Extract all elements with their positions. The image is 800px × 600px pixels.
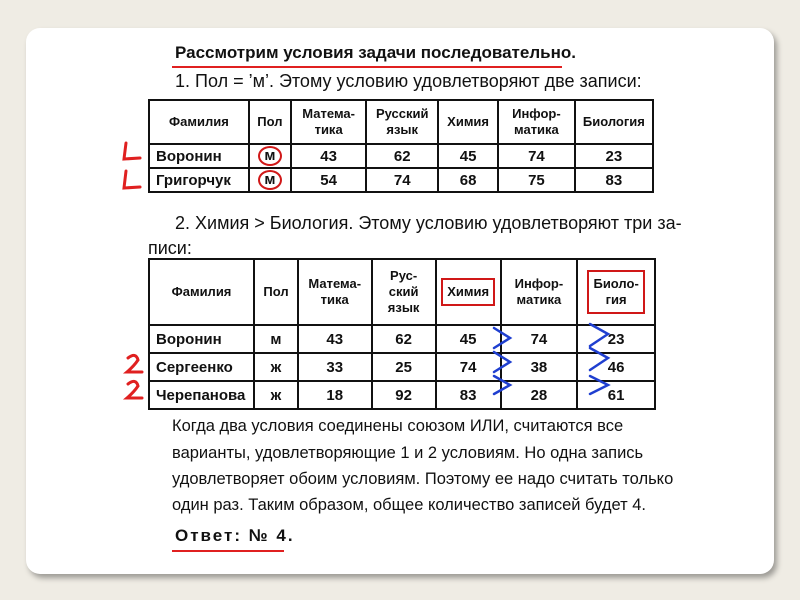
red-circle-mark: м — [258, 146, 282, 166]
cell: 62 — [372, 325, 436, 353]
paragraph-line: удовлетворяет обоим условиям. Поэтому ее надо считать только — [172, 470, 674, 488]
cell: 45 — [436, 325, 501, 353]
cell: 74 — [498, 144, 575, 168]
red-number-mark — [127, 355, 142, 372]
red-check-mark — [124, 143, 140, 159]
cell: 33 — [298, 353, 372, 381]
cell: 28 — [501, 381, 578, 409]
red-circle-mark: м — [258, 170, 282, 190]
cell: 74 — [366, 168, 438, 192]
condition-2-line-2: писи: — [148, 238, 192, 258]
cell: 25 — [372, 353, 436, 381]
cell: 74 — [501, 325, 578, 353]
condition-1: 1. Пол = ’м’. Этому условию удовлетворяют две записи: — [175, 71, 642, 91]
cell-surname: Воронин — [149, 144, 249, 168]
header-cell: Русский язык — [366, 100, 438, 144]
cell-surname: Сергеенко — [149, 353, 254, 381]
red-check-mark — [124, 171, 140, 188]
cell: 38 — [501, 353, 578, 381]
cell: 62 — [366, 144, 438, 168]
cell-gender: ж — [254, 353, 298, 381]
header-cell: Матема- тика — [291, 100, 366, 144]
blue-greater-mark — [590, 324, 608, 346]
cell: 43 — [291, 144, 366, 168]
cell: 74 — [436, 353, 501, 381]
cell: 68 — [438, 168, 498, 192]
red-box-mark: Химия — [441, 278, 495, 306]
paragraph-line: варианты, удовлетворяющие 1 и 2 условиям. Но одна запись — [172, 444, 644, 462]
heading: Рассмотрим условия задачи последовательно. — [175, 43, 576, 62]
cell: 46 — [577, 353, 655, 381]
cell-surname: Черепанова — [149, 381, 254, 409]
cell: 18 — [298, 381, 372, 409]
cell: 83 — [436, 381, 501, 409]
header-cell: Матема- тика — [298, 259, 372, 325]
header-cell: Пол — [249, 100, 291, 144]
cell-gender: ж — [254, 381, 298, 409]
blue-greater-mark — [494, 352, 510, 372]
paragraph-line: один раз. Таким образом, общее количество записей будет 4. — [172, 496, 647, 514]
cell: 83 — [575, 168, 653, 192]
header-cell: Фамилия — [149, 259, 254, 325]
cell-gender: м — [254, 325, 298, 353]
header-cell: Инфор- матика — [501, 259, 578, 325]
header-cell: Рус- ский язык — [372, 259, 436, 325]
cell: 75 — [498, 168, 575, 192]
cell: 23 — [575, 144, 653, 168]
paragraph-line: Когда два условия соединены союзом ИЛИ, считаются все — [172, 417, 624, 435]
header-cell: Фамилия — [149, 100, 249, 144]
blue-greater-mark — [494, 376, 510, 394]
blue-greater-mark — [494, 328, 510, 348]
header-cell: Биология — [575, 100, 653, 144]
cell-surname: Григорчук — [149, 168, 249, 192]
cell: 61 — [577, 381, 655, 409]
header-cell: Химия — [438, 100, 498, 144]
cell: 23 — [577, 325, 655, 353]
header-cell: Инфор- матика — [498, 100, 575, 144]
red-number-mark — [127, 381, 142, 398]
cell: 54 — [291, 168, 366, 192]
cell: 45 — [438, 144, 498, 168]
header-cell: Пол — [254, 259, 298, 325]
cell: 43 — [298, 325, 372, 353]
answer: Ответ: № 4. — [175, 526, 295, 545]
cell-surname: Воронин — [149, 325, 254, 353]
red-box-mark: Биоло- гия — [587, 270, 644, 314]
blue-greater-mark — [590, 376, 608, 394]
condition-2-line-1: 2. Химия > Биология. Этому условию удовлетворяют три за- — [175, 213, 682, 233]
cell: 92 — [372, 381, 436, 409]
blue-greater-mark — [590, 348, 608, 370]
